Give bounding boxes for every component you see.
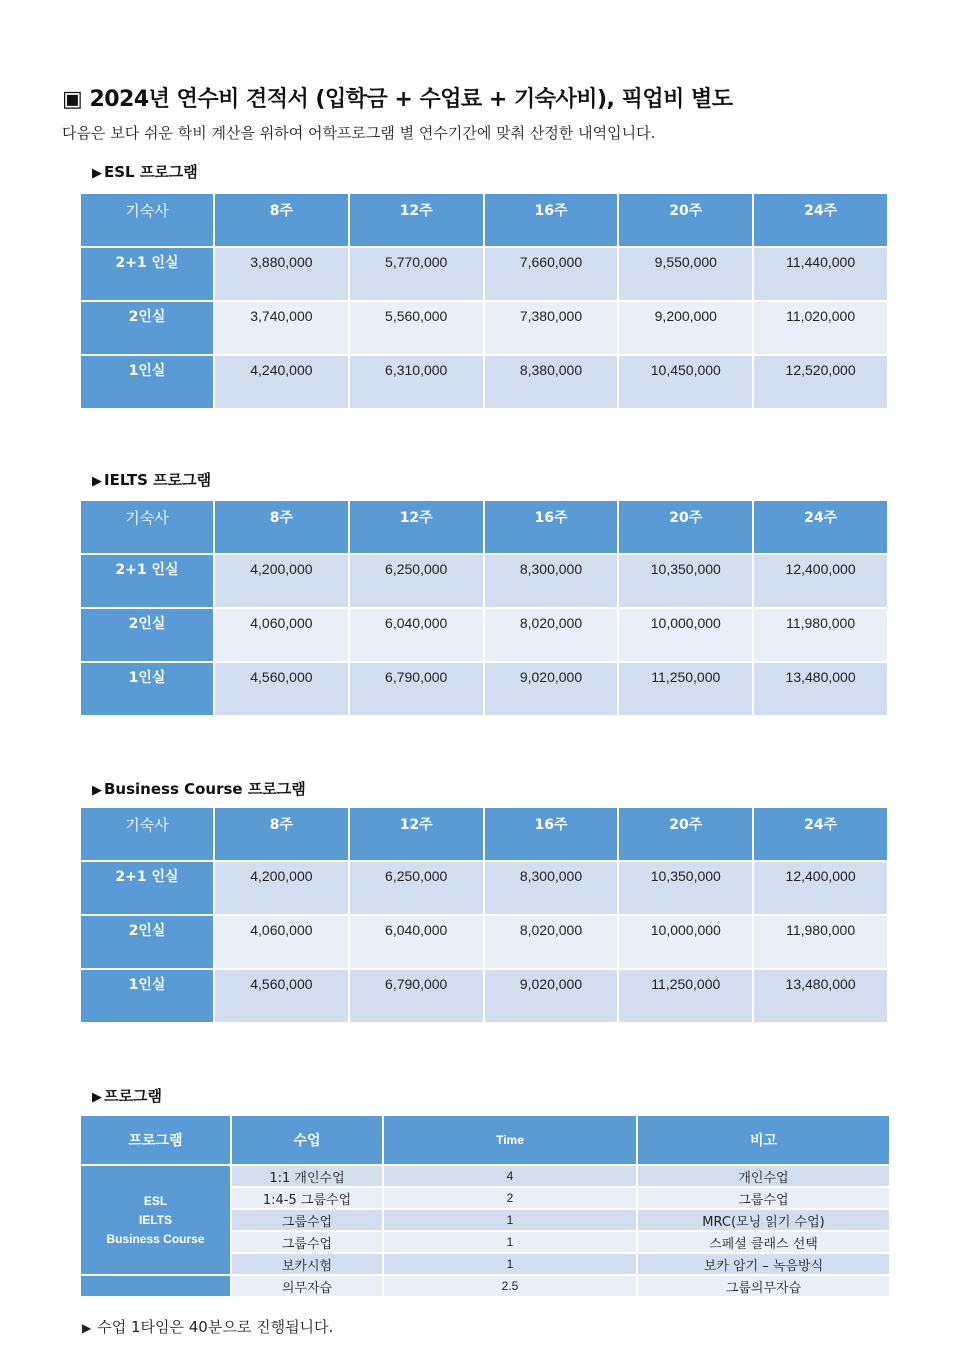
- price-cell: 11,440,000: [753, 247, 888, 301]
- table-row: [80, 554, 888, 608]
- price-cell: 6,310,000: [349, 355, 484, 409]
- column-header: 12주: [349, 807, 484, 861]
- time-cell: 2.5: [383, 1275, 637, 1297]
- table-row: [80, 247, 888, 301]
- row-header: 1인실: [80, 355, 214, 409]
- time-cell: 1: [383, 1253, 637, 1275]
- table-row: [80, 608, 888, 662]
- price-cell: 9,550,000: [618, 247, 753, 301]
- price-cell: 6,250,000: [349, 861, 484, 915]
- price-cell: 6,040,000: [349, 608, 484, 662]
- section-heading-ielts: [92, 469, 211, 490]
- column-header: 20주: [618, 807, 753, 861]
- price-table-esl: [79, 192, 889, 410]
- table-row: [80, 1275, 890, 1297]
- triangle-icon: ▶: [92, 166, 102, 181]
- column-header: 비고: [637, 1115, 890, 1165]
- class-cell: 의무자습: [231, 1275, 383, 1297]
- price-cell: 8,020,000: [484, 915, 619, 969]
- column-header: 8주: [214, 193, 349, 247]
- note-cell: 스페셜 클래스 선택: [637, 1231, 890, 1253]
- program-table: [79, 1114, 891, 1298]
- section-label: ESL 프로그램: [104, 163, 198, 181]
- price-cell: 4,200,000: [214, 861, 349, 915]
- class-cell: 1:4-5 그룹수업: [231, 1187, 383, 1209]
- section-label: Business Course 프로그램: [104, 780, 306, 798]
- column-header: 16주: [484, 500, 619, 554]
- price-table-ielts: [79, 499, 889, 717]
- column-header: 16주: [484, 807, 619, 861]
- row-header: 2인실: [80, 301, 214, 355]
- time-cell: 1: [383, 1209, 637, 1231]
- row-header: 2+1 인실: [80, 247, 214, 301]
- price-cell: 5,770,000: [349, 247, 484, 301]
- program-name: ESL: [143, 1193, 168, 1208]
- price-cell: 10,000,000: [618, 608, 753, 662]
- triangle-icon: ▶: [92, 783, 102, 798]
- price-cell: 11,250,000: [618, 662, 753, 716]
- note-cell: 그룹수업: [637, 1187, 890, 1209]
- price-cell: 4,060,000: [214, 608, 349, 662]
- price-cell: 10,450,000: [618, 355, 753, 409]
- price-cell: 8,300,000: [484, 861, 619, 915]
- price-cell: 4,240,000: [214, 355, 349, 409]
- price-cell: 9,020,000: [484, 662, 619, 716]
- price-table-business: [79, 806, 889, 1024]
- class-cell: 보카시험: [231, 1253, 383, 1275]
- table-row: [80, 355, 888, 409]
- footnote: [82, 1316, 333, 1337]
- price-cell: 6,040,000: [349, 915, 484, 969]
- price-cell: 6,790,000: [349, 662, 484, 716]
- program-name: Business Course: [106, 1231, 205, 1246]
- triangle-icon: ▶: [82, 1321, 92, 1335]
- price-cell: 9,020,000: [484, 969, 619, 1023]
- table-header-row: [80, 1115, 890, 1165]
- price-cell: 8,300,000: [484, 554, 619, 608]
- note-cell: MRC(모닝 읽기 수업): [637, 1209, 890, 1231]
- column-header: Time: [383, 1115, 637, 1165]
- note-cell: 그룹의무자습: [637, 1275, 890, 1297]
- row-header: 2+1 인실: [80, 861, 214, 915]
- table-header-row: [80, 193, 888, 247]
- price-cell: 12,400,000: [753, 554, 888, 608]
- class-cell: 그룹수업: [231, 1231, 383, 1253]
- note-cell: 보카 암기 – 녹음방식: [637, 1253, 890, 1275]
- price-cell: 5,560,000: [349, 301, 484, 355]
- section-label: 프로그램: [104, 1087, 162, 1105]
- class-cell: 1:1 개인수업: [231, 1165, 383, 1187]
- page-title: ▣ 2024년 연수비 견적서 (입학금 + 수업료 + 기숙사비), 픽업비 별도: [62, 87, 733, 112]
- price-cell: 4,200,000: [214, 554, 349, 608]
- time-cell: 2: [383, 1187, 637, 1209]
- class-cell: 그룹수업: [231, 1209, 383, 1231]
- price-cell: 11,250,000: [618, 969, 753, 1023]
- section-heading-program: [92, 1085, 162, 1106]
- table-row: [80, 969, 888, 1023]
- price-cell: 10,000,000: [618, 915, 753, 969]
- column-header: 8주: [214, 500, 349, 554]
- triangle-icon: ▶: [92, 1090, 102, 1105]
- column-header: 12주: [349, 193, 484, 247]
- price-cell: 3,740,000: [214, 301, 349, 355]
- price-cell: 11,020,000: [753, 301, 888, 355]
- price-cell: 12,400,000: [753, 861, 888, 915]
- column-header: 12주: [349, 500, 484, 554]
- price-cell: 13,480,000: [753, 969, 888, 1023]
- triangle-icon: ▶: [92, 474, 102, 489]
- column-header: 24주: [753, 193, 888, 247]
- price-cell: 4,060,000: [214, 915, 349, 969]
- price-cell: 11,980,000: [753, 915, 888, 969]
- time-cell: 1: [383, 1231, 637, 1253]
- price-cell: 10,350,000: [618, 861, 753, 915]
- column-header: 기숙사: [80, 807, 214, 861]
- table-header-row: [80, 500, 888, 554]
- price-cell: 8,020,000: [484, 608, 619, 662]
- column-header: 16주: [484, 193, 619, 247]
- column-header: 기숙사: [80, 193, 214, 247]
- price-cell: 4,560,000: [214, 969, 349, 1023]
- footnote-text: 수업 1타임은 40분으로 진행됩니다.: [97, 1318, 334, 1336]
- price-cell: 7,660,000: [484, 247, 619, 301]
- price-cell: 11,980,000: [753, 608, 888, 662]
- price-cell: 6,790,000: [349, 969, 484, 1023]
- table-row: [80, 1165, 890, 1187]
- price-cell: 6,250,000: [349, 554, 484, 608]
- price-cell: 10,350,000: [618, 554, 753, 608]
- column-header: 8주: [214, 807, 349, 861]
- section-label: IELTS 프로그램: [104, 471, 212, 489]
- row-header: 2인실: [80, 915, 214, 969]
- program-names-cell: [80, 1165, 231, 1275]
- table-row: [80, 915, 888, 969]
- column-header: 20주: [618, 193, 753, 247]
- price-cell: 4,560,000: [214, 662, 349, 716]
- table-header-row: [80, 807, 888, 861]
- section-heading-esl: [92, 161, 198, 182]
- row-header: 1인실: [80, 662, 214, 716]
- price-cell: 9,200,000: [618, 301, 753, 355]
- section-heading-business: [92, 778, 306, 799]
- note-cell: 개인수업: [637, 1165, 890, 1187]
- price-cell: 12,520,000: [753, 355, 888, 409]
- table-row: [80, 662, 888, 716]
- row-header: 2+1 인실: [80, 554, 214, 608]
- time-cell: 4: [383, 1165, 637, 1187]
- price-cell: 13,480,000: [753, 662, 888, 716]
- table-row: [80, 861, 888, 915]
- table-row: [80, 301, 888, 355]
- column-header: 수업: [231, 1115, 383, 1165]
- column-header: 프로그램: [80, 1115, 231, 1165]
- blank-cell: [80, 1275, 231, 1297]
- column-header: 24주: [753, 807, 888, 861]
- column-header: 기숙사: [80, 500, 214, 554]
- price-cell: 3,880,000: [214, 247, 349, 301]
- page-subtitle: 다음은 보다 쉬운 학비 계산을 위하여 어학프로그램 별 연수기간에 맞춰 산정한 내역입니다.: [62, 124, 656, 142]
- price-cell: 7,380,000: [484, 301, 619, 355]
- row-header: 2인실: [80, 608, 214, 662]
- program-name: IELTS: [138, 1212, 173, 1227]
- column-header: 24주: [753, 500, 888, 554]
- row-header: 1인실: [80, 969, 214, 1023]
- price-cell: 8,380,000: [484, 355, 619, 409]
- column-header: 20주: [618, 500, 753, 554]
